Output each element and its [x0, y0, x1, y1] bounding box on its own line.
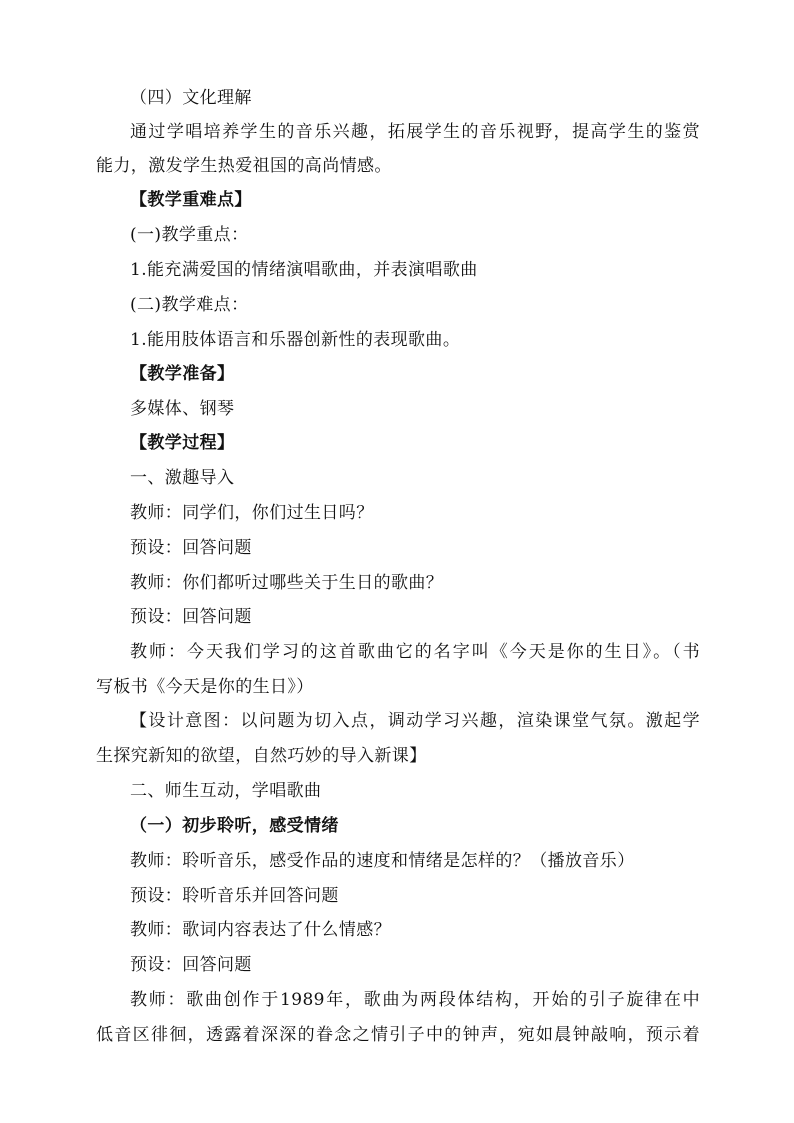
paragraph-line: 写板书《今天是你的生日》） — [96, 677, 314, 697]
dialogue-line: 教师：同学们，你们过生日吗？ — [130, 503, 374, 523]
paragraph-line: 教师：今天我们学习的这首歌曲它的名字叫《今天是你的生日》。（书 — [130, 642, 700, 662]
subheading-teaching-difficulty: (二)教学难点： — [130, 295, 249, 315]
subheading-teaching-focus: (一)教学重点： — [130, 225, 249, 245]
paragraph-line: 通过学唱培养学生的音乐兴趣，拓展学生的音乐视野，提高学生的鉴赏 — [130, 122, 700, 142]
dialogue-line: 教师：聆听音乐，感受作品的速度和情绪是怎样的？（播放音乐） — [130, 851, 635, 871]
heading-key-points: 【教学重难点】 — [130, 190, 252, 210]
dialogue-line: 预设：聆听音乐并回答问题 — [130, 886, 339, 906]
paragraph-line: 多媒体、钢琴 — [130, 399, 235, 419]
dialogue-line: 预设：回答问题 — [130, 955, 252, 975]
subheading-interaction: 二、师生互动，学唱歌曲 — [130, 781, 322, 801]
subheading-first-listen: （一）初步聆听，感受情绪 — [130, 816, 339, 836]
paragraph-line: 低音区徘徊，透露着深深的眷念之情引子中的钟声，宛如晨钟敲响，预示着 — [96, 1025, 700, 1045]
dialogue-line: 教师：你们都听过哪些关于生日的歌曲？ — [130, 573, 444, 593]
paragraph-line: 能力，激发学生热爱祖国的高尚情感。 — [96, 156, 392, 176]
dialogue-line: 预设：回答问题 — [130, 607, 252, 627]
paragraph-line: 教师：歌曲创作于1989年，歌曲为两段体结构，开始的引子旋律在中 — [130, 990, 700, 1010]
subheading-intro: 一、激趣导入 — [130, 468, 235, 488]
list-item: 1.能用肢体语言和乐器创新性的表现歌曲。 — [130, 330, 461, 350]
list-item: 1.能充满爱国的情绪演唱歌曲，并表演唱歌曲 — [130, 260, 478, 280]
section-heading-culture: （四）文化理解 — [130, 88, 252, 108]
heading-preparation: 【教学准备】 — [130, 364, 235, 384]
design-intent-line: 生探究新知的欲望，自然巧妙的导入新课】 — [96, 746, 427, 766]
heading-process: 【教学过程】 — [130, 433, 235, 453]
dialogue-line: 教师：歌词内容表达了什么情感？ — [130, 920, 391, 940]
design-intent-line: 【设计意图：以问题为切入点，调动学习兴趣，渲染课堂气氛。激起学 — [130, 711, 700, 731]
dialogue-line: 预设：回答问题 — [130, 538, 252, 558]
